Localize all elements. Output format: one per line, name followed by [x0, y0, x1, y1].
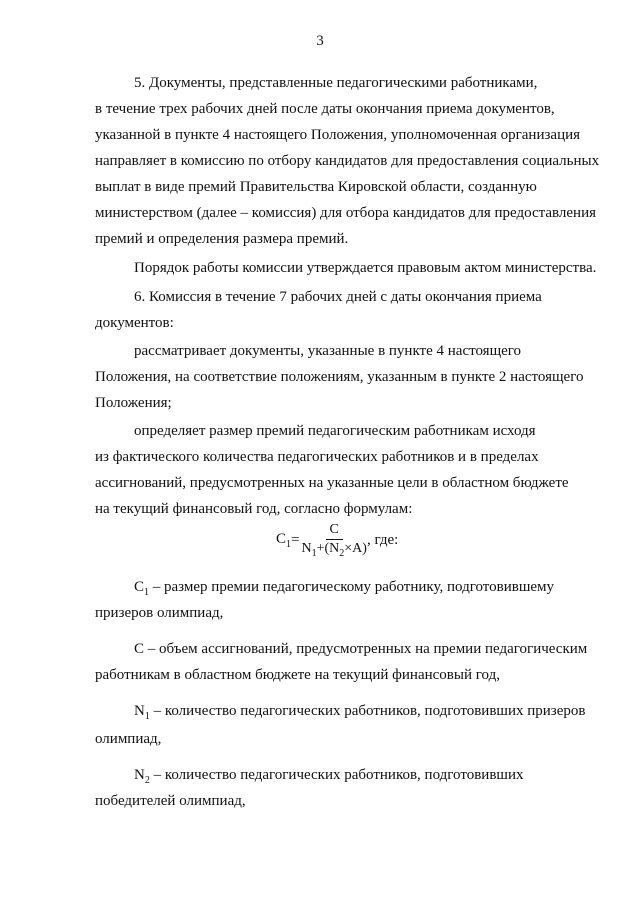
p5-line5: выплат в виде премий Правительства Кировской области, созданную: [95, 179, 537, 195]
premium-formula: [276, 522, 398, 559]
review-line2: Положения, на соответствие положениям, указанным в пункте 2 настоящего: [95, 369, 584, 385]
formula-lhs: $C_1$: [276, 530, 292, 550]
define-line1: определяет размер премий педагогическим работникам исходя: [134, 423, 536, 439]
formula-fraction: [301, 522, 366, 559]
formula-suffix: , где:: [366, 531, 399, 548]
p6-line1: 6. Комиссия в течение 7 рабочих дней с даты окончания приема: [134, 289, 542, 305]
p5-line1: 5. Документы, представленные педагогическими работниками,: [134, 75, 538, 91]
p6-line2: документов:: [95, 315, 174, 331]
p5-line6: министерством (далее – комиссия) для отбора кандидатов для предоставления: [95, 205, 597, 221]
formula-equals: =: [291, 531, 300, 548]
order-paragraph: Порядок работы комиссии утверждается правовым актом министерства.: [134, 260, 597, 276]
def-c1-line2: призеров олимпиад,: [95, 605, 224, 621]
review-line1: рассматривает документы, указанные в пункте 4 настоящего: [134, 343, 522, 359]
define-line3: ассигнований, предусмотренных на указанные цели в областном бюджете: [95, 475, 569, 491]
page-number: 3: [316, 33, 324, 49]
def-n1-line1: $N_1$ – количество педагогических работников, подготовивших призеров: [134, 703, 586, 722]
p5-line7: премий и определения размера премий.: [95, 231, 349, 247]
def-n2-line2: победителей олимпиад,: [95, 793, 246, 809]
p5-line4: направляет в комиссию по отбору кандидатов для предоставления социальных: [95, 153, 600, 169]
p5-line2: в течение трех рабочих дней после даты окончания приема документов,: [95, 101, 555, 117]
formula-numerator: C: [326, 522, 343, 540]
def-c-line2: работникам в областном бюджете на текущий финансовый год,: [95, 667, 500, 683]
define-line4: на текущий финансовый год, согласно формулам:: [95, 501, 413, 517]
formula-denominator: $N_1+(N_2\times A)$: [301, 541, 367, 559]
def-c-line1: C – объем ассигнований, предусмотренных на премии педагогическим: [134, 641, 588, 657]
def-c1-line1: $C_1$ – размер премии педагогическому работнику, подготовившему: [134, 579, 555, 598]
review-line3: Положения;: [95, 395, 172, 411]
define-line2: из фактического количества педагогических работников и в пределах: [95, 449, 539, 465]
def-n2-line1: $N_2$ – количество педагогических работников, подготовивших: [134, 767, 524, 786]
p5-line3: указанной в пункте 4 настоящего Положения, уполномоченная организация: [95, 127, 581, 143]
def-n1-line2: олимпиад,: [95, 731, 162, 747]
